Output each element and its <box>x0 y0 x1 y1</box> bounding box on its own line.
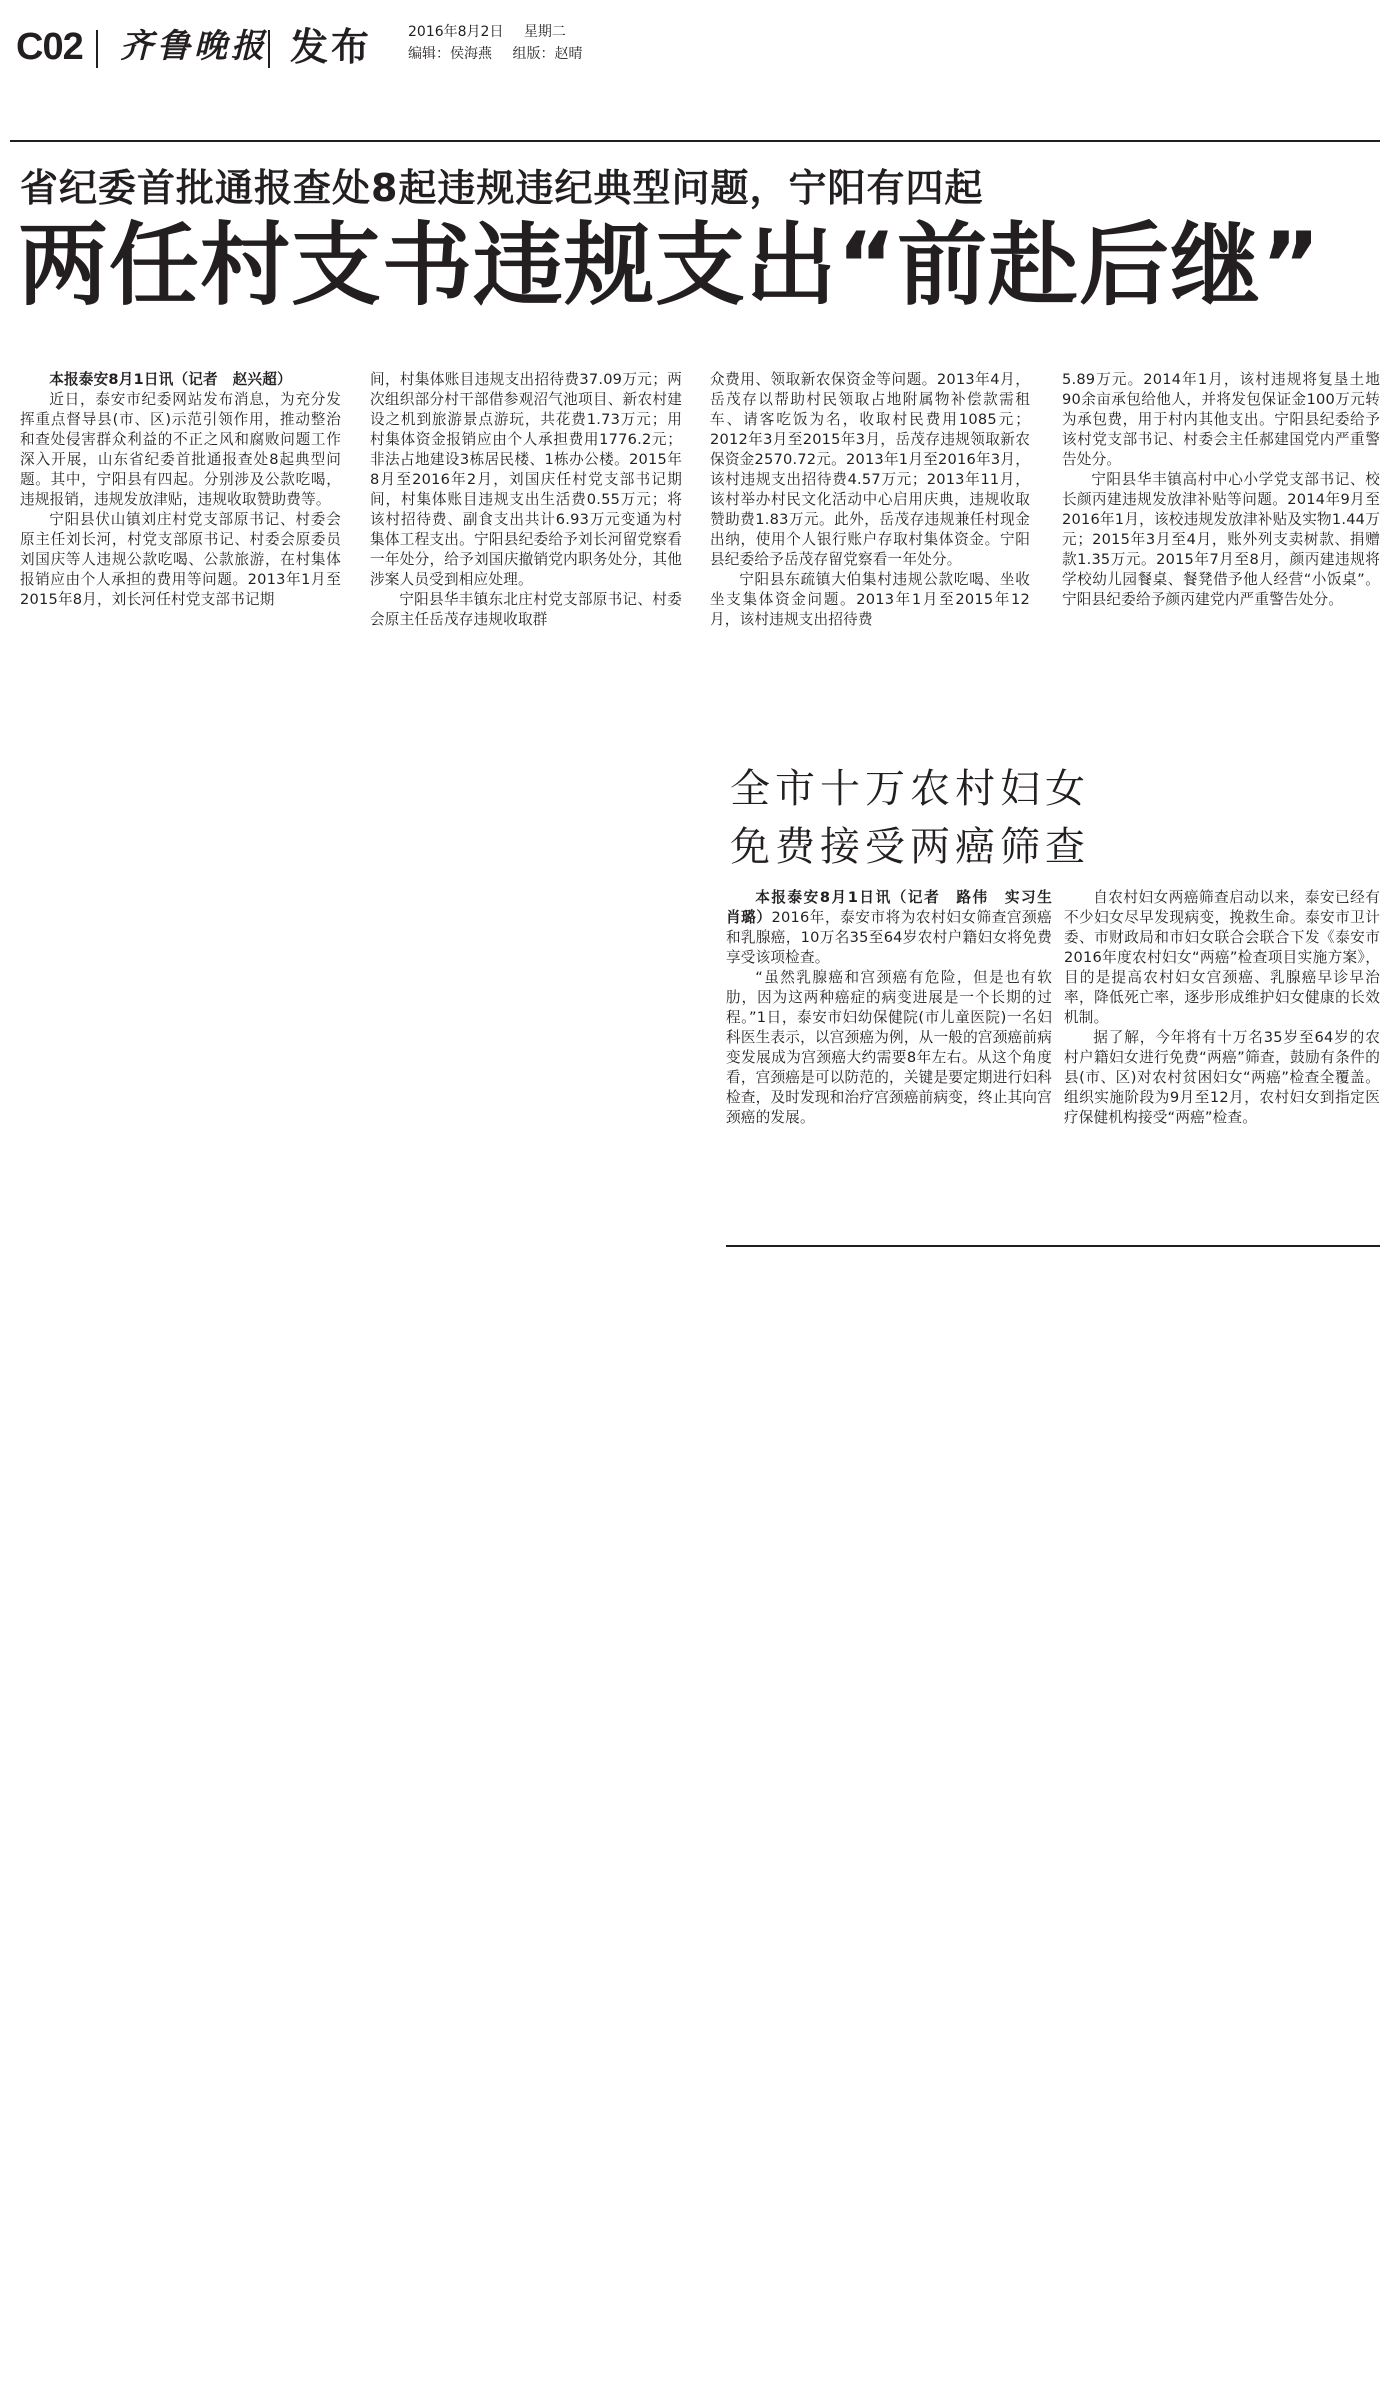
editor-credit: 编辑：侯海燕 <box>408 45 492 62</box>
article1-paragraph: 宁阳县东疏镇大伯集村违规公款吃喝、坐收坐支集体资金问题。2013年1月至2015年12月，该村违规支出招待费 <box>710 571 1030 628</box>
article1-paragraph: 近日，泰安市纪委网站发布消息，为充分发挥重点督导县(市、区)示范引领作用，推动整治和查处侵害群众利益的不正之风和腐败问题工作深入开展，山东省纪委首批通报查处8起典型问题。其中，宁阳县有四起。分别涉及公款吃喝，违规报销，违规发放津贴，违规收取赞助费等。 <box>20 391 341 508</box>
article2-bottom-rule <box>726 1245 1380 1247</box>
article1-headline: 两任村支书违规支出“前赴后继” <box>18 213 1322 318</box>
article1-column-4 <box>1062 370 1380 610</box>
issue-weekday: 星期二 <box>523 24 566 40</box>
article2-headline-line: 免费接受两癌筛查 <box>730 824 1090 870</box>
article2-column-2 <box>1064 888 1380 1128</box>
article2-dateline: 本报泰安8月1日讯（记者 路伟 实习生 肖璐） <box>726 889 1067 926</box>
article2-column-1 <box>726 888 1067 1128</box>
article2-paragraph: 自农村妇女两癌筛查启动以来，泰安已经有不少妇女尽早发现病变，挽救生命。泰安市卫计委、市财政局和市妇女联合会联合下发《泰安市2016年度农村妇女“两癌”检查项目实施方案》，目的是提高农村妇女宫颈癌、乳腺癌早诊早治率，降低死亡率，逐步形成维护妇女健康的长效机制。 <box>1064 889 1380 1026</box>
article1-paragraph: 5.89万元。2014年1月，该村违规将复垦土地90余亩承包给他人，并将发包保证金100万元转为承包费，用于村内其他支出。宁阳县纪委给予该村党支部书记、村委会主任郝建国党内严重警告处分。 <box>1062 371 1380 468</box>
article2-paragraph: 据了解，今年将有十万名35岁至64岁的农村户籍妇女进行免费“两癌”筛查，鼓励有条件的县(市、区)对农村贫困妇女“两癌”检查全覆盖。组织实施阶段为9月至12月，农村妇女到指定医疗保健机构接受“两癌”检查。 <box>1064 1029 1380 1126</box>
header-rule <box>10 140 1380 142</box>
article1-column-3 <box>710 370 1030 630</box>
newspaper-logo: 齐鲁晚报 <box>120 26 268 65</box>
masthead <box>16 20 1376 78</box>
layout-credit: 组版：赵晴 <box>512 45 583 62</box>
page-number: C02 <box>16 26 83 68</box>
article1-paragraph: 宁阳县华丰镇高村中心小学党支部书记、校长颜丙建违规发放津补贴等问题。2014年9月至2016年1月，该校违规发放津补贴及实物1.44万元；2015年3月至4月，账外列支卖树款、捐赠款1.35万元。2015年7月至8月，颜丙建违规将学校幼儿园餐桌、餐凳借予他人经营“小饭桌”。宁阳县纪委给予颜丙建党内严重警告处分。 <box>1062 471 1380 608</box>
article1-paragraph: 宁阳县华丰镇东北庄村党支部原书记、村委会原主任岳茂存违规收取群 <box>370 591 682 628</box>
article1-kicker: 省纪委首批通报查处8起违规违纪典型问题，宁阳有四起 <box>20 166 984 210</box>
article2-headline-line: 全市十万农村妇女 <box>730 766 1090 812</box>
article1-column-1 <box>20 370 341 610</box>
masthead-divider <box>268 30 270 68</box>
article2-headline <box>730 760 1090 876</box>
issue-meta <box>408 22 598 65</box>
article1-column-2 <box>370 370 682 630</box>
article2-paragraph: 2016年，泰安市将为农村妇女筛查宫颈癌和乳腺癌，10万名35至64岁农村户籍妇女将免费享受该项检查。 <box>726 909 1052 966</box>
section-title: 发布 <box>290 25 373 69</box>
article1-paragraph: 间，村集体账目违规支出招待费37.09万元；两次组织部分村干部借参观沼气池项目、新农村建设之机到旅游景点游玩，共花费1.73万元；用村集体资金报销应由个人承担费用1776.2元；非法占地建设3栋居民楼、1栋办公楼。2015年8月至2016年2月，刘国庆任村党支部书记期间，村集体账目违规支出生活费0.55万元；将该村招待费、副食支出共计6.93万元变通为村集体工程支出。宁阳县纪委给予刘长河留党察看一年处分，给予刘国庆撤销党内职务处分，其他涉案人员受到相应处理。 <box>370 371 682 588</box>
issue-date: 2016年8月2日 <box>408 24 504 40</box>
masthead-divider <box>96 30 98 68</box>
article1-dateline: 本报泰安8月1日讯（记者 赵兴超） <box>49 371 292 388</box>
article1-paragraph: 宁阳县伏山镇刘庄村党支部原书记、村委会原主任刘长河，村党支部原书记、村委会原委员刘国庆等人违规公款吃喝、公款旅游，在村集体报销应由个人承担的费用等问题。2013年1月至2015年8月，刘长河任村党支部书记期 <box>20 511 341 608</box>
article1-paragraph: 众费用、领取新农保资金等问题。2013年4月，岳茂存以帮助村民领取占地附属物补偿款需租车、请客吃饭为名，收取村民费用1085元；2012年3月至2015年3月，岳茂存违规领取新农保资金2570.72元。2013年1月至2016年3月，该村违规支出招待费4.57万元；2013年11月，该村举办村民文化活动中心启用庆典，违规收取赞助费1.83万元。此外，岳茂存违规兼任村现金出纳，使用个人银行账户存取村集体资金。宁阳县纪委给予岳茂存留党察看一年处分。 <box>710 371 1030 568</box>
article2-paragraph: “虽然乳腺癌和宫颈癌有危险，但是也有软肋，因为这两种癌症的病变进展是一个长期的过程。”1日，泰安市妇幼保健院(市儿童医院)一名妇科医生表示，以宫颈癌为例，从一般的宫颈癌前病变发展成为宫颈癌大约需要8年左右。从这个角度看，宫颈癌是可以防范的，关键是要定期进行妇科检查，及时发现和治疗宫颈癌前病变，终止其向宫颈癌的发展。 <box>726 969 1052 1126</box>
